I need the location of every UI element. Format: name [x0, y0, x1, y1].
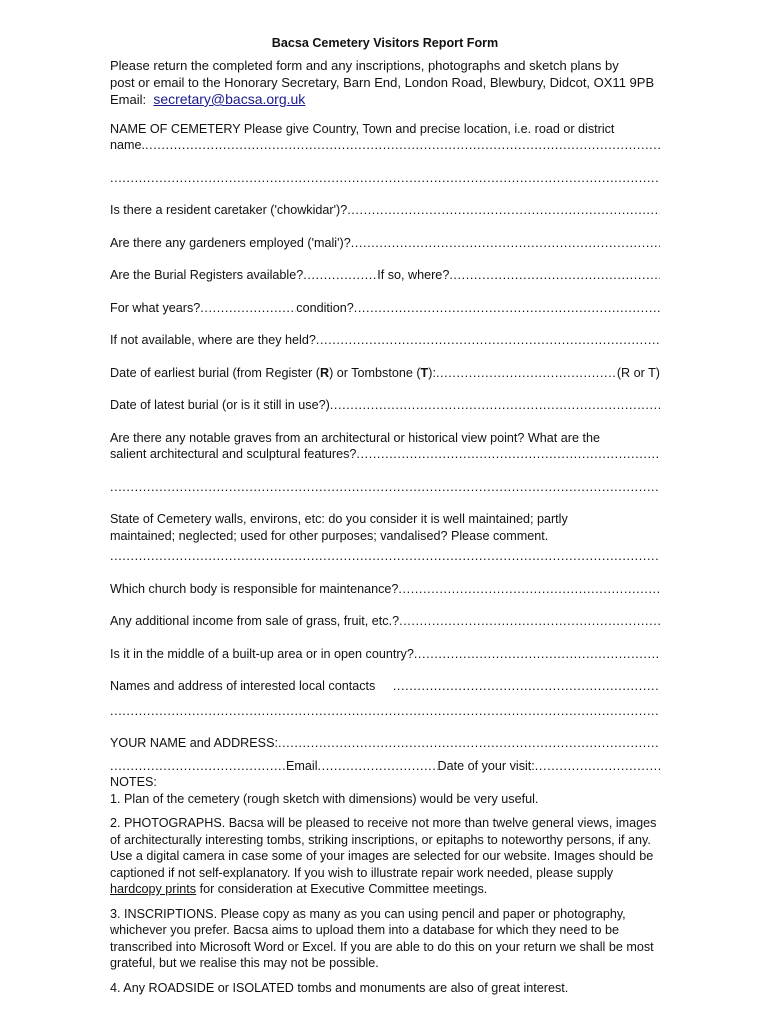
walls-prompt-1: State of Cemetery walls, environs, etc: do you consider it is well maintained; partly: [110, 512, 568, 526]
field-years[interactable]: [110, 300, 660, 317]
field-caretaker[interactable]: [110, 202, 660, 219]
field-latest-burial[interactable]: [110, 397, 660, 414]
not-available-label: If not available, where are they held?: [110, 333, 316, 347]
income-label: Any additional income from sale of grass, fruit, etc.?: [110, 614, 400, 628]
notable-features-label: salient architectural and sculptural features?: [110, 447, 357, 461]
fill-line[interactable]: [414, 646, 660, 663]
field-cemetery-name[interactable]: [110, 121, 660, 187]
email-label: Email:: [110, 92, 147, 107]
hardcopy-prints-text: hardcopy prints: [110, 882, 197, 896]
fill-line[interactable]: [535, 758, 660, 775]
notable-prompt: Are there any notable graves from an architectural or historical view point? What are the: [110, 430, 601, 445]
contacts-label: Names and address of interested local contacts: [110, 679, 393, 693]
report-form: [110, 36, 660, 1004]
gardeners-label: Are there any gardeners employed ('mali')?: [110, 235, 351, 250]
fill-line[interactable]: [356, 446, 660, 463]
your-name-label: YOUR NAME and ADDRESS:: [110, 736, 278, 750]
fill-line[interactable]: [110, 548, 660, 565]
cemetery-name-label: name.: [110, 138, 146, 152]
form-title: Bacsa Cemetery Visitors Report Form: [271, 36, 499, 50]
fill-line[interactable]: [303, 267, 377, 284]
fill-line[interactable]: [347, 202, 660, 219]
fill-line[interactable]: [449, 267, 660, 284]
note-4: 4. Any ROADSIDE or ISOLATED tombs and monuments are also of great interest.: [110, 980, 569, 995]
fill-line[interactable]: [354, 300, 660, 317]
church-label: Which church body is responsible for maintenance?: [110, 581, 399, 596]
field-your-details[interactable]: [110, 735, 660, 774]
notes-heading: NOTES:: [110, 775, 157, 789]
fill-line[interactable]: [110, 758, 286, 775]
fill-line[interactable]: [330, 397, 660, 414]
note-3: 3. INSCRIPTIONS. Please copy as many as you can using pencil and paper or photography, whichever you prefer. Bacsa aims to upload them into a database for which they need to be transcribed into Microsoft Word or Excel. If you are able to do this on your return we shall be most grateful, but we realise this may not be possible.: [110, 906, 654, 970]
fill-line[interactable]: [393, 678, 660, 695]
intro-email: [110, 91, 660, 109]
intro-line-1: Please return the completed form and any inscriptions, photographs and sketch plans by: [110, 58, 619, 73]
fill-line[interactable]: [351, 235, 660, 252]
field-income[interactable]: [110, 613, 660, 630]
caretaker-label: Is there a resident caretaker ('chowkidar')?: [110, 203, 348, 217]
field-earliest-burial[interactable]: [110, 365, 660, 382]
built-up-label: Is it in the middle of a built-up area or in open country?: [110, 646, 414, 661]
fill-line[interactable]: [398, 581, 660, 598]
intro-line-2: post or email to the Honorary Secretary, Barn End, London Road, Blewbury, Didcot, OX11 9PB: [110, 74, 655, 90]
registers-label: Are the Burial Registers available?: [110, 268, 304, 282]
fill-line[interactable]: [399, 613, 660, 630]
condition-label: condition?: [296, 300, 354, 315]
notes-section: [110, 774, 660, 996]
fill-line[interactable]: [318, 758, 438, 775]
email-link[interactable]: secretary@bacsa.org.uk: [153, 91, 306, 107]
fill-line[interactable]: [145, 137, 660, 154]
visit-date-label: Date of your visit:: [437, 758, 535, 773]
fill-line[interactable]: [436, 365, 617, 382]
fill-line[interactable]: [110, 170, 660, 187]
fill-line[interactable]: [316, 332, 660, 349]
fill-line[interactable]: [200, 300, 296, 317]
field-notable-graves[interactable]: [110, 430, 660, 496]
r-or-t-label: (R or T): [616, 365, 660, 380]
field-church-body[interactable]: [110, 581, 660, 598]
intro-text: [110, 58, 660, 109]
email-field-label: Email: [286, 758, 318, 773]
field-local-contacts[interactable]: [110, 678, 660, 719]
latest-burial-label: Date of latest burial (or is it still in use?): [110, 398, 330, 412]
cemetery-prompt: NAME OF CEMETERY Please give Country, Town and precise location, i.e. road or district: [110, 121, 615, 136]
field-walls-state[interactable]: [110, 511, 660, 565]
fill-line[interactable]: [110, 703, 660, 720]
field-built-up[interactable]: [110, 646, 660, 663]
field-gardeners[interactable]: [110, 235, 660, 252]
fill-line[interactable]: [278, 735, 660, 752]
field-not-available[interactable]: [110, 332, 660, 349]
note-1: 1. Plan of the cemetery (rough sketch with dimensions) would be very useful.: [110, 791, 539, 806]
walls-prompt-2: maintained; neglected; used for other purposes; vandalised? Please comment.: [110, 528, 549, 543]
registers-where-label: If so, where?: [377, 268, 450, 282]
note-2: 2. PHOTOGRAPHS. Bacsa will be pleased to receive not more than twelve general views, images of architecturally interesting tombs, striking inscriptions, or epitaphs to noteworthy persons, if any. Use a digital camera in case some of your images are selected for our website. Images should be captioned if not self-explanatory. If you wish to illustrate repair work needed, please supply hardcopy prints for consideration at Executive Committee meetings.: [110, 816, 657, 896]
earliest-burial-label: Date of earliest burial (from Register (R) or Tombstone (T):: [110, 365, 436, 380]
fill-line[interactable]: [110, 479, 660, 496]
field-registers[interactable]: [110, 267, 660, 284]
years-label: For what years?: [110, 300, 201, 315]
